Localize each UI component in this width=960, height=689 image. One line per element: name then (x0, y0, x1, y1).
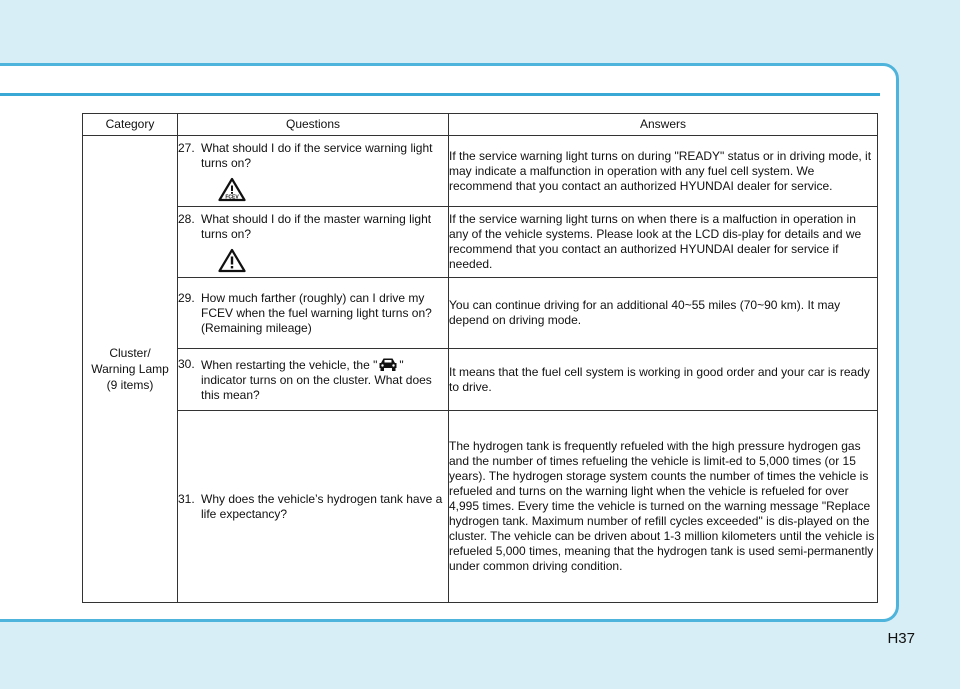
answer-text: If the service warning light turns on when there is a malfuction in operation in any of the vehicle systems. Please look at the LCD dis-play for details and we recommend that you contact an authorized HYUNDAI dealer for service if needed. (449, 212, 862, 271)
table-row (83, 136, 878, 207)
category-cell (83, 136, 178, 603)
answer-text: You can continue driving for an additional 40~55 miles (70~90 km). It may depend on driving mode. (449, 298, 841, 327)
table-row (83, 411, 878, 603)
category-line-2: Warning Lamp (91, 362, 169, 376)
answer-cell (449, 349, 878, 411)
faq-table (82, 113, 878, 603)
table-row (83, 278, 878, 349)
question-text: What should I do if the master warning light turns on? (201, 211, 432, 241)
header-questions: Questions (178, 114, 449, 136)
answer-cell (449, 136, 878, 207)
answer-text: It means that the fuel cell system is working in good order and your car is ready to drive. (449, 364, 870, 394)
page-number: H37 (887, 630, 915, 647)
answer-cell (449, 207, 878, 278)
question-cell (178, 207, 449, 278)
question-number: 29. (178, 290, 195, 305)
answer-text: The hydrogen tank is frequently refueled with the high pressure hydrogen gas and the number of times refueling the vehicle is limit-ed to 5,000 times (or 15 years). The hydrogen storage system counts the number of times the vehicle is refueled and turns on the warning light when the vehicle is refueled for over 4,995 times. Every time the vehicle is turned on the warning message "Replace hydrogen tank. Maximum number of refill cycles exceeded" is dis-played on the cluster. The vehicle can be driven about 1-3 million kilometers until the vehicle is refueled 5,000 times, meaning that the hydrogen tank is used semi-permanently under common driving condition. (449, 439, 875, 573)
question-text-before: When restarting the vehicle, the " (201, 357, 378, 372)
question-cell (178, 278, 449, 349)
question-text: How much farther (roughly) can I drive my FCEV when the fuel warning light turns on? (Remaining mileage) (201, 290, 432, 335)
header-answers: Answers (449, 114, 878, 136)
question-cell (178, 411, 449, 603)
question-number: 27. (178, 140, 195, 155)
fcev-label: FCEV (225, 193, 239, 200)
answer-cell (449, 278, 878, 349)
table-row (83, 349, 878, 411)
question-text: What should I do if the service warning light turns on? (201, 140, 433, 170)
question-text-after: " indicator turns on on the cluster. What does this mean? (201, 357, 432, 402)
answer-text: If the service warning light turns on during "READY" status or in driving mode, it may indicate a malfunction in operation with any fuel cell system. We recommend that you contact an authorized HYUNDAI dealer for service. (449, 148, 872, 193)
category-line-1: Cluster/ (109, 346, 151, 360)
question-number: 30. (178, 356, 195, 371)
question-cell (178, 136, 449, 207)
question-number: 31. (178, 491, 195, 506)
table-row (83, 207, 878, 278)
question-number: 28. (178, 211, 195, 226)
master-warning-icon (218, 248, 246, 273)
question-cell (178, 349, 449, 411)
answer-cell (449, 411, 878, 603)
question-text (201, 357, 448, 403)
fcev-service-warning-icon (218, 177, 246, 202)
ready-car-icon (378, 357, 398, 372)
header-category: Category (83, 114, 178, 136)
question-text: Why does the vehicle’s hydrogen tank have a life expectancy? (201, 491, 443, 521)
header-rule (0, 93, 880, 96)
category-line-3: (9 items) (106, 378, 154, 392)
table-header-row (83, 114, 878, 136)
